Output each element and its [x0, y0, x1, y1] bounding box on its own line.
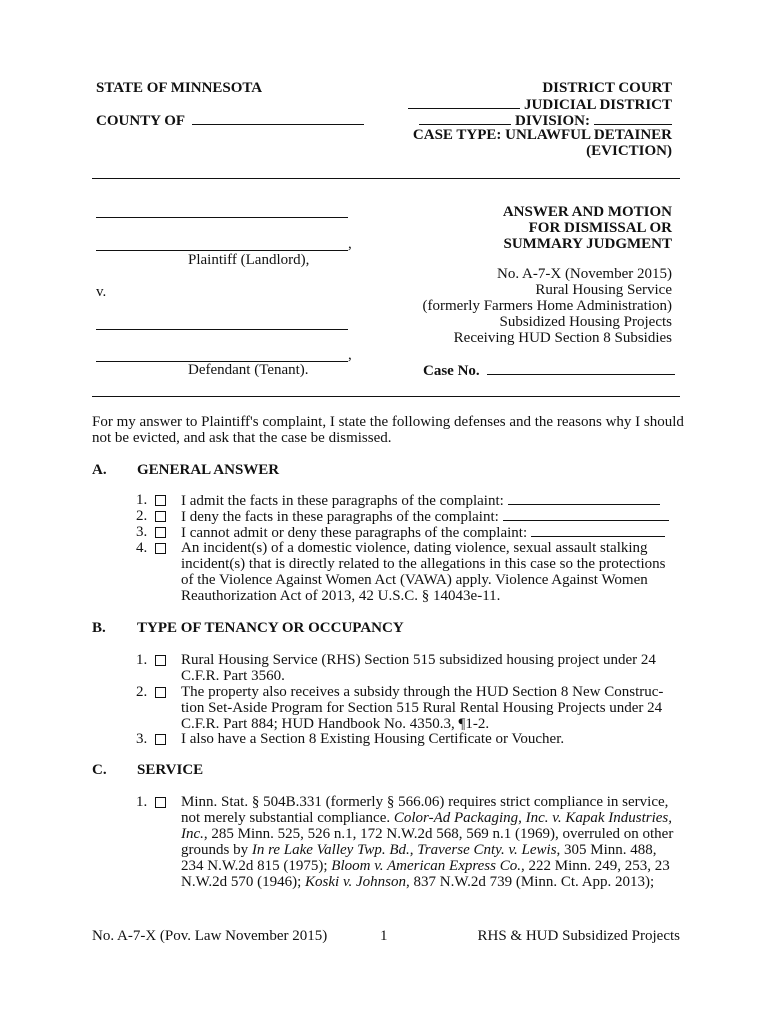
- section-a-item-4: [136, 540, 676, 604]
- deny-paragraphs-field[interactable]: [503, 508, 669, 521]
- checkbox[interactable]: [155, 511, 166, 522]
- program-line-1: Rural Housing Service: [535, 282, 672, 298]
- state-label: STATE OF MINNESOTA: [96, 80, 263, 96]
- citation-text: , 222 Minn. 249, 253, 23 N.W.2d 570 (1946);: [181, 858, 670, 890]
- defendant-label: Defendant (Tenant).: [188, 362, 309, 378]
- item-text: I deny the facts in these paragraphs of the complaint:: [181, 509, 499, 525]
- item-number: 4.: [136, 540, 148, 556]
- judicial-district-text: JUDICIAL DISTRICT: [524, 97, 672, 113]
- citation-text: , 285 Minn. 525, 526 n.1, 172 N.W.2d 568, 569 n.1 (1969), overruled on other grounds by: [181, 826, 674, 858]
- section-b-item-1: [136, 652, 676, 684]
- section-b-letter: B.: [92, 620, 106, 636]
- footer-title: RHS & HUD Subsidized Projects: [477, 928, 680, 944]
- plaintiff-comma: ,: [348, 236, 352, 252]
- intro-line-2: not be evicted, and ask that the case be dismissed.: [92, 430, 392, 446]
- program-line-3: Subsidized Housing Projects: [499, 314, 672, 330]
- cannot-admit-paragraphs-field[interactable]: [531, 524, 665, 537]
- division-field[interactable]: [419, 112, 511, 125]
- doc-title-line-1: ANSWER AND MOTION: [502, 204, 672, 220]
- checkbox[interactable]: [155, 797, 166, 808]
- program-line-2: (formerly Farmers Home Administration): [422, 298, 672, 314]
- intro-line-1: For my answer to Plaintiff's complaint, I state the following defenses and the reasons why I should: [92, 414, 684, 430]
- county-field[interactable]: [192, 112, 364, 125]
- county-label: [96, 112, 364, 130]
- caption-divider: [92, 396, 680, 397]
- item-text: I admit the facts in these paragraphs of the complaint:: [181, 493, 504, 509]
- section-a-title: GENERAL ANSWER: [137, 462, 280, 478]
- item-text: The property also receives a subsidy through the HUD Section 8 New Construc-tion Set-Aside Program for Section 515 Rural Rental Housing Projects under 24 C.F.R. Part 884; HUD Handbook No. 4350.3, ¶1-2.: [181, 684, 664, 732]
- citation-text: , 837 N.W.2d 739 (Minn. Ct. App. 2013);: [406, 874, 655, 890]
- doc-title-line-2: FOR DISMISSAL OR: [528, 220, 672, 236]
- section-b-title: TYPE OF TENANCY OR OCCUPANCY: [137, 620, 404, 636]
- section-c-letter: C.: [92, 762, 107, 778]
- section-a-item-2: [136, 508, 676, 525]
- citation-text: Minn. Stat. § 504B.331 (formerly § 566.06) requires strict compliance in service, not merely substantial compliance.: [181, 794, 669, 826]
- item-number: 2.: [136, 684, 148, 700]
- header-divider: [92, 178, 680, 179]
- item-text: I cannot admit or deny these paragraphs of the complaint:: [181, 525, 528, 541]
- item-text: [181, 794, 675, 890]
- doc-title-line-3: SUMMARY JUDGMENT: [503, 236, 672, 252]
- item-text: I also have a Section 8 Existing Housing Certificate or Voucher.: [181, 731, 565, 747]
- form-number: No. A-7-X (November 2015): [497, 266, 672, 282]
- section-b-item-3: [136, 731, 676, 747]
- plaintiff-name-line-1[interactable]: [96, 217, 348, 218]
- section-a-item-3: [136, 524, 676, 541]
- case-name: Color-Ad Packaging, Inc. v. Kapak Industries, Inc.: [181, 810, 672, 842]
- section-a-item-1: [136, 492, 676, 509]
- plaintiff-name-line-2[interactable]: [96, 250, 348, 251]
- program-line-4: Receiving HUD Section 8 Subsidies: [453, 330, 672, 346]
- checkbox[interactable]: [155, 495, 166, 506]
- case-number-text: Case No.: [423, 363, 480, 379]
- page-number: 1: [380, 928, 388, 944]
- section-b-item-2: [136, 684, 676, 732]
- item-number: 1.: [136, 652, 148, 668]
- case-name: Koski v. Johnson: [305, 874, 406, 890]
- item-text: Rural Housing Service (RHS) Section 515 subsidized housing project under 24 C.F.R. Part 3560.: [181, 652, 656, 684]
- footer-form-number: No. A-7-X (Pov. Law November 2015): [92, 928, 328, 944]
- checkbox[interactable]: [155, 655, 166, 666]
- checkbox[interactable]: [155, 527, 166, 538]
- county-label-text: COUNTY OF: [96, 113, 185, 129]
- citation-text: , 305 Minn. 488, 234 N.W.2d 815 (1975);: [181, 842, 657, 874]
- admit-paragraphs-field[interactable]: [508, 492, 660, 505]
- case-type-label: CASE TYPE: UNLAWFUL DETAINER: [412, 127, 672, 143]
- versus-label: v.: [96, 284, 107, 300]
- section-c-title: SERVICE: [137, 762, 204, 778]
- court-label: DISTRICT COURT: [542, 80, 672, 96]
- judicial-district-field[interactable]: [408, 96, 520, 109]
- plaintiff-label: Plaintiff (Landlord),: [188, 252, 310, 268]
- eviction-label: (EVICTION): [586, 143, 672, 159]
- item-number: 2.: [136, 508, 148, 524]
- defendant-comma: ,: [348, 347, 352, 363]
- division-text: DIVISION:: [514, 113, 590, 129]
- case-number-label: [423, 362, 675, 380]
- item-text: An incident(s) of a domestic violence, dating violence, sexual assault stalking incident(s) that is directly related to the allegations in this case so the protections of the Violence Against Women Act (VAWA) apply. Violence Against Women Reauthorization Act of 2013, 42 U.S.C. § 14043e-11.: [181, 540, 666, 604]
- case-number-field[interactable]: [487, 362, 675, 375]
- item-number: 3.: [136, 731, 148, 747]
- item-number: 1.: [136, 794, 148, 810]
- case-name: Bloom v. American Express Co.: [331, 858, 521, 874]
- checkbox[interactable]: [155, 687, 166, 698]
- checkbox[interactable]: [155, 734, 166, 745]
- item-number: 3.: [136, 524, 148, 540]
- section-a-letter: A.: [92, 462, 107, 478]
- division-value-field[interactable]: [594, 112, 672, 125]
- defendant-name-line-1[interactable]: [96, 329, 348, 330]
- item-number: 1.: [136, 492, 148, 508]
- case-name: In re Lake Valley Twp. Bd., Traverse Cnty. v. Lewis: [251, 842, 557, 858]
- checkbox[interactable]: [155, 543, 166, 554]
- section-c-item-1: [136, 794, 676, 890]
